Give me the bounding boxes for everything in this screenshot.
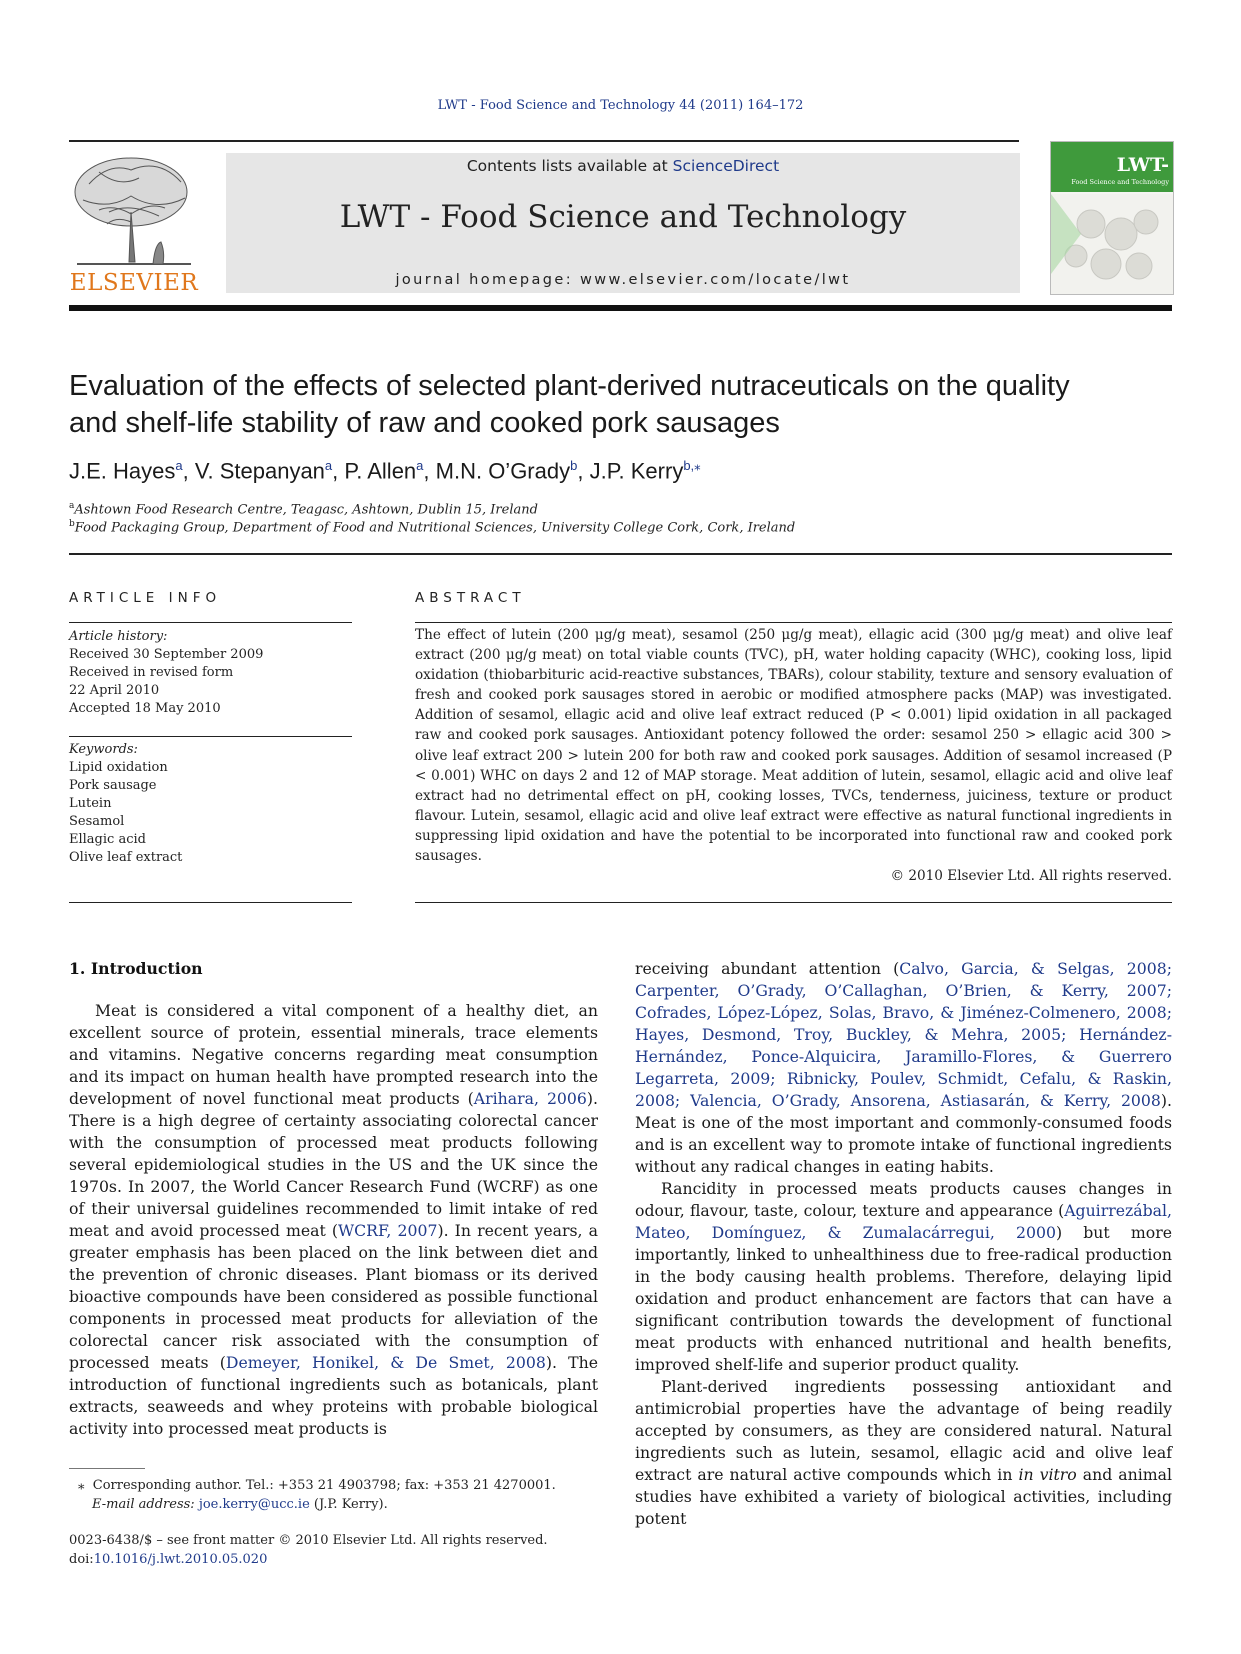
affiliation-mark: a (69, 501, 75, 511)
keyword: Lipid oxidation (69, 760, 168, 775)
masthead-bottom-rule (69, 305, 1172, 311)
author-name: P. Allen (344, 458, 417, 484)
body-text: ). Meat is one of the most important and commonly-consumed foods and is an excellent way to promote intake of functional ingredients without any radical changes in eating habits. (635, 1091, 1172, 1176)
affiliation-b (69, 519, 795, 535)
author-name: V. Stepanyan (194, 458, 325, 484)
email-suffix: (J.P. Kerry). (309, 1497, 388, 1512)
article-history (69, 628, 349, 718)
front-matter (69, 1531, 629, 1569)
abstract-text: The effect of lutein (200 μg/g meat), sesamol (250 μg/g meat), ellagic acid (300 μg/g meat) and olive leaf extract (200 μg/g meat) on total viable counts (TVC), pH, water holding capacity (WHC), cooking loss, lipid oxidation (thiobarbituric acid-reactive substances, TBARs), colour stability, texture and sensory evaluation of fresh and cooked pork sausages stored in aerobic or modified atmosphere packs (MAP) was investigated. Addition of sesamol, ellagic acid and olive leaf extract reduced (P < 0.001) lipid oxidation in all packaged raw and cooked pork sausages. Antioxidant potency followed the order: sesamol 250 > ellagic acid 300 > olive leaf extract 200 > lutein 200 for both raw and cooked pork sausages. Addition of sesamol increased (P < 0.001) WHC on days 2 and 12 of MAP storage. Meat addition of lutein, sesamol, ellagic acid and olive leaf extract had no detrimental effect on pH, cooking losses, TVCs, tenderness, juiciness, texture or product flavour. Lutein, sesamol, ellagic acid and olive leaf extract were effective as natural functional ingredients in suppressing lipid oxidation and have the potential to be incorporated into functional raw and cooked pork sausages. (415, 627, 1172, 865)
journal-cover-thumbnail (1050, 141, 1174, 295)
body-italic-text: in vitro (1018, 1465, 1077, 1484)
section-heading-introduction: 1. Introduction (69, 959, 203, 978)
affiliation-text: Ashtown Food Research Centre, Teagasc, Ashtown, Dublin 15, Ireland (74, 502, 538, 518)
body-text: receiving abundant attention ( (635, 959, 900, 978)
citation-link[interactable]: WCRF, 2007 (338, 1221, 438, 1240)
body-paragraph (635, 1376, 1172, 1530)
tree-icon (69, 152, 199, 270)
publisher-name: ELSEVIER (69, 270, 199, 296)
body-column-left (69, 1000, 598, 1440)
masthead-top-rule (69, 140, 1019, 142)
body-paragraph (635, 958, 1172, 1178)
sciencedirect-link[interactable]: ScienceDirect (672, 157, 780, 175)
body-paragraph (69, 1000, 598, 1440)
article-info-rule (69, 622, 352, 623)
journal-homepage[interactable]: journal homepage: www.elsevier.com/locate/lwt (395, 272, 851, 288)
issn-line: 0023-6438/$ – see front matter © 2010 Elsevier Ltd. All rights reserved. (69, 1533, 548, 1548)
journal-title: LWT - Food Science and Technology (339, 199, 907, 235)
body-text: Meat is considered a vital component of a healthy diet, an excellent source of protein, essential minerals, trace elements and vitamins. Negative concerns regarding meat consumption and its impact on human health have prompted research into the development of novel functional meat products ( (69, 1001, 598, 1108)
cover-subtitle: Food Science and Technology (1071, 178, 1169, 186)
keyword: Lutein (69, 796, 112, 811)
body-text: Plant-derived ingredients possessing antioxidant and antimicrobial properties have the advantage of being readily accepted by consumers, as they are considered natural. Natural ingredients such as lutein, sesamol, ellagic acid and olive leaf extract are natural active compounds which in (635, 1377, 1172, 1484)
email-link[interactable]: joe.kerry@ucc.ie (198, 1497, 310, 1512)
body-text: ). The introduction of functional ingredients such as botanicals, plant extracts, seaweeds and whey proteins with probable biological activity into processed meat products is (69, 1353, 598, 1438)
author-list: J.E. Hayes$^a$, V. Stepanyan$^a$, P. Allen$^a$, M.N. O’Grady$^b$, J.P. Kerry$^{b,⁎}$ (69, 458, 701, 484)
citation-link[interactable]: Arihara, 2006 (473, 1089, 587, 1108)
article-history-heading: Article history: (69, 629, 168, 644)
article-title (69, 368, 1179, 442)
keywords (69, 741, 349, 867)
article-info-heading: ARTICLE INFO (69, 590, 222, 606)
affiliation-mark: b (69, 519, 75, 529)
keywords-rule (69, 736, 352, 737)
affiliation-text: Food Packaging Group, Department of Food and Nutritional Sciences, University College Cork, Cork, Ireland (74, 520, 796, 536)
cover-title: LWT- (1116, 154, 1169, 176)
body-paragraph (635, 1178, 1172, 1376)
history-line: 22 April 2010 (69, 683, 160, 698)
abstract-bottom-rule (415, 902, 1172, 903)
corresponding-author-text: Corresponding author. Tel.: +353 21 4903798; fax: +353 21 4270001. (92, 1478, 556, 1493)
author-affiliation-mark[interactable]: a (175, 458, 183, 473)
author-affiliation-mark[interactable]: a (416, 458, 424, 473)
history-line: Received 30 September 2009 (69, 647, 264, 662)
body-text: Rancidity in processed meats products causes changes in odour, flavour, taste, colour, texture and appearance ( (635, 1179, 1172, 1220)
title-block-rule (69, 553, 1172, 555)
corresponding-author-footnote (78, 1476, 598, 1514)
author-affiliation-mark[interactable]: b,⁎ (683, 458, 701, 473)
citation-link[interactable]: Calvo, Garcia, & Selgas, 2008; Carpenter, O’Grady, O’Callaghan, O’Brien, & Kerry, 2007; Cofrades, López-López, Solas, Bravo, & Jiménez-Colmenero, 2008; Hayes, Desmond, Troy, Buckley, & Mehra, 2005; Hernández-Hernández, Ponce-Alquicira, Jaramillo-Flores, & Guerrero Legarreta, 2009; Ribnicky, Poulev, Schmidt, Cefalu, & Raskin, 2008; Valencia, O’Grady, Ansorena, Astiasarán, & Kerry, 2008 (635, 959, 1172, 1110)
cover-image-icon (1051, 194, 1173, 294)
doi-link[interactable]: 10.1016/j.lwt.2010.05.020 (93, 1552, 268, 1567)
contents-prefix: Contents lists available at (466, 157, 673, 175)
email-label: E-mail address: (92, 1497, 195, 1512)
running-head: LWT - Food Science and Technology 44 (2011) 164–172 (437, 98, 804, 113)
publisher-logo (69, 152, 199, 296)
footnote-mark: ⁎ (78, 1478, 85, 1493)
author-affiliation-mark[interactable]: b (570, 458, 578, 473)
abstract-top-rule (415, 622, 1172, 623)
author-name: M.N. O’Grady (435, 458, 571, 484)
contents-line (226, 157, 1020, 175)
keyword: Olive leaf extract (69, 850, 183, 865)
journal-banner (226, 153, 1020, 293)
author-affiliation-mark[interactable]: a (324, 458, 333, 473)
keywords-heading: Keywords: (69, 742, 138, 757)
history-line: Received in revised form (69, 665, 234, 680)
body-text: ). In recent years, a greater emphasis has been placed on the link between diet and the prevention of chronic diseases. Plant biomass or its derived bioactive compounds have been considered as possible functional components in processed meat products for alleviation of the colorectal cancer risk associated with the consumption of processed meats ( (69, 1221, 598, 1372)
citation-link[interactable]: Aguirrezábal, Mateo, Domínguez, & Zumalacárregui, 2000 (635, 1201, 1172, 1242)
footnote-rule (69, 1468, 145, 1469)
body-text: ) but more importantly, linked to unhealthiness due to free-radical production in the body causing health problems. Therefore, delaying lipid oxidation and product enhancement are factors that can have a significant contribution towards the development of functional meat products with enhanced nutritional and health benefits, improved shelf-life and superior product quality. (635, 1223, 1173, 1374)
keyword: Ellagic acid (69, 832, 146, 847)
keyword: Pork sausage (69, 778, 157, 793)
history-line: Accepted 18 May 2010 (69, 701, 221, 716)
abstract-copyright: © 2010 Elsevier Ltd. All rights reserved. (890, 868, 1172, 884)
article-title-line-1: Evaluation of the effects of selected plant-derived nutraceuticals on the quality (69, 370, 1070, 402)
abstract-heading: ABSTRACT (415, 590, 526, 606)
citation-link[interactable]: Demeyer, Honikel, & De Smet, 2008 (225, 1353, 546, 1372)
doi-prefix: doi: (69, 1552, 94, 1567)
keyword: Sesamol (69, 814, 125, 829)
article-info-bottom-rule (69, 902, 352, 903)
author-name: J.P. Kerry (589, 458, 684, 484)
body-text: ). There is a high degree of certainty associating colorectal cancer with the consumption of processed meat products following several epidemiological studies in the US and the UK since the 1970s. In 2007, the World Cancer Research Fund (WCRF) as one of their universal guidelines recommended to limit intake of red meat and avoid processed meat ( (69, 1089, 598, 1240)
body-column-right (635, 958, 1172, 1530)
article-title-line-2: and shelf-life stability of raw and cooked pork sausages (69, 407, 780, 439)
body-text: and animal studies have exhibited a variety of biological activities, including potent (635, 1465, 1172, 1528)
author-name: J.E. Hayes (69, 458, 176, 484)
affiliation-a (69, 501, 538, 517)
